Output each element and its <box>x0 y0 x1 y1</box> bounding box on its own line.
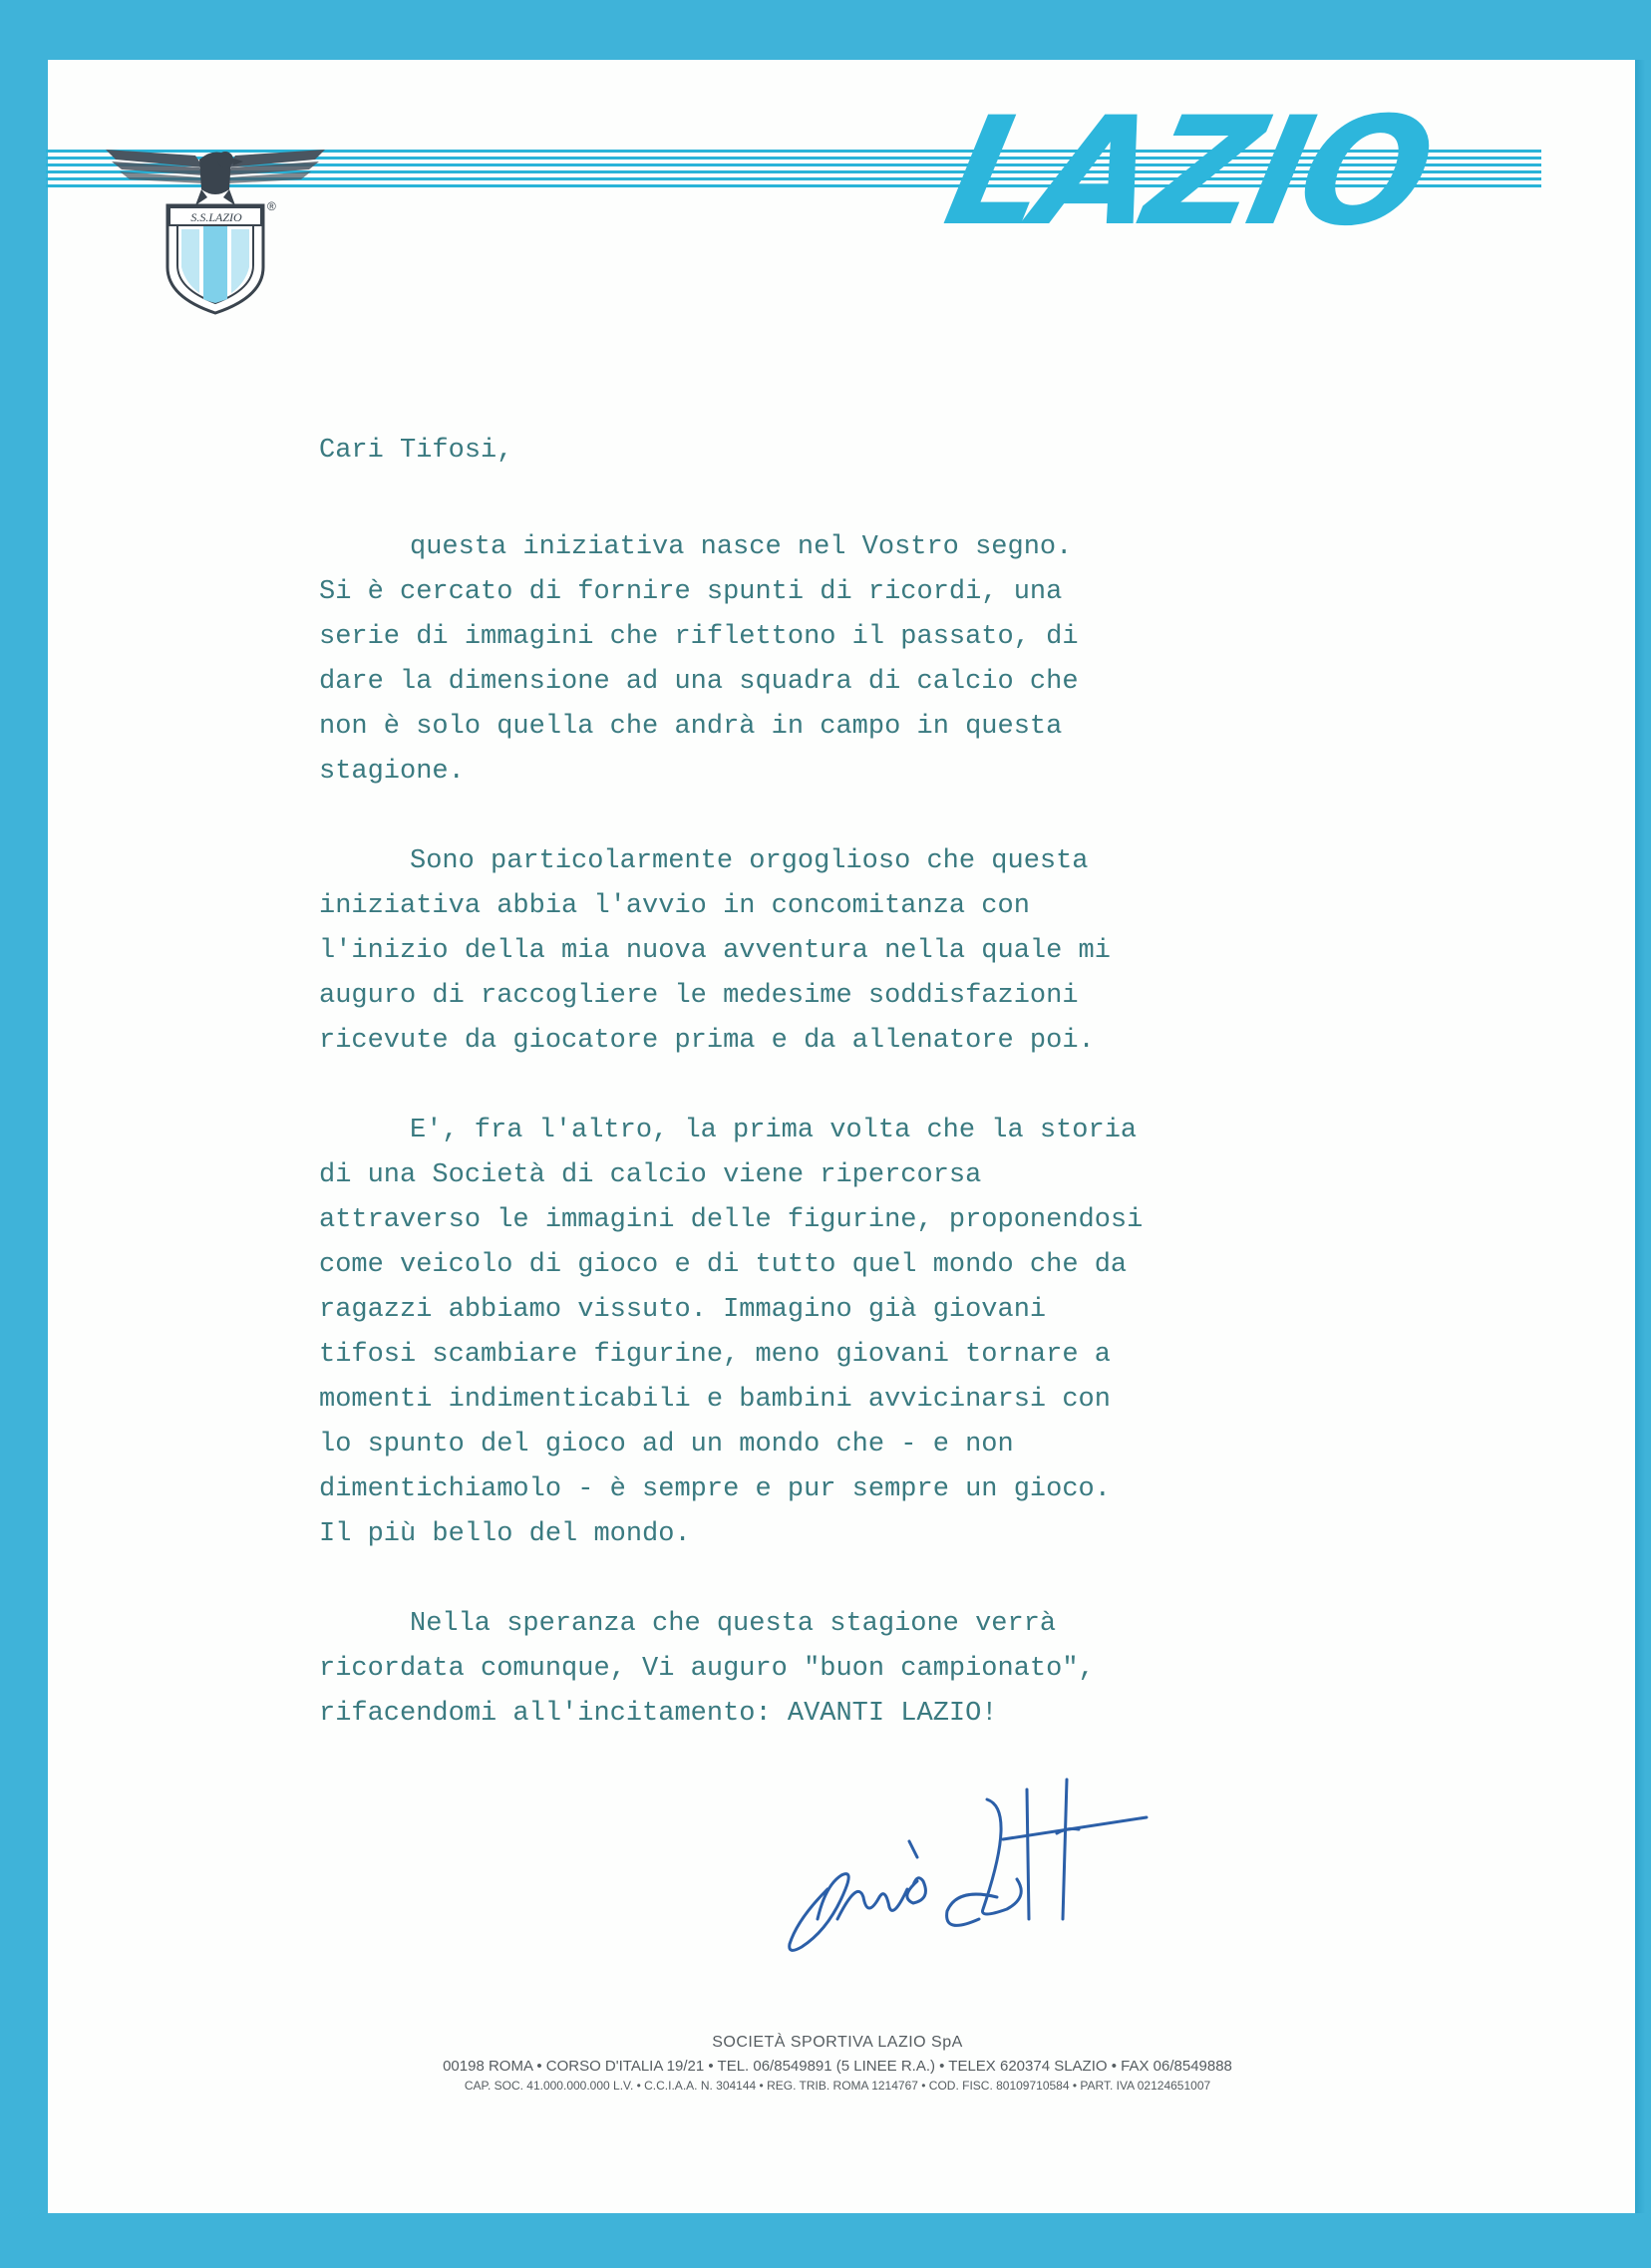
letter-line: E', fra l'altro, la prima volta che la storia <box>410 1116 1138 1145</box>
letter-line: dare la dimensione ad una squadra di calcio che <box>319 667 1079 697</box>
letter-line: lo spunto del gioco ad un mondo che - e non <box>319 1430 1014 1459</box>
letterhead-footer <box>299 2034 1376 2093</box>
letter-line: Il più bello del mondo. <box>319 1519 691 1549</box>
handwritten-signature <box>768 1770 1186 1959</box>
letter-line: tifosi scambiare figurine, meno giovani tornare a <box>319 1340 1111 1370</box>
letter-line: auguro di raccogliere le medesime soddisfazioni <box>319 981 1079 1011</box>
letter-line: attraverso le immagini delle figurine, proponendosi <box>319 1205 1144 1235</box>
letter-line: Si è cercato di fornire spunti di ricordi, una <box>319 577 1063 607</box>
letter-line: questa iniziativa nasce nel Vostro segno. <box>410 532 1073 562</box>
paragraph-2 <box>319 839 1316 1064</box>
letter-line: ragazzi abbiamo vissuto. Immagino già giovani <box>319 1295 1047 1325</box>
paragraph-4 <box>319 1602 1316 1737</box>
paragraph-3 <box>319 1109 1316 1557</box>
letter-line: non è solo quella che andrà in campo in questa <box>319 712 1063 742</box>
footer-company-name: SOCIETÀ SPORTIVA LAZIO SpA <box>712 2034 963 2051</box>
letter-line: stagione. <box>319 757 465 787</box>
footer-legal-info: CAP. SOC. 41.000.000.000 L.V. • C.C.I.A.A. N. 304144 • REG. TRIB. ROMA 1214767 • COD. FISC. 80109710584 • PART. IVA 02124651007 <box>464 2079 1211 2093</box>
letter-line: ricevute da giocatore prima e da allenatore poi. <box>319 1026 1095 1056</box>
wordmark-text: LAZIO <box>932 86 1443 259</box>
letter-line: Nella speranza che questa stagione verrà <box>410 1609 1057 1639</box>
sheet-edge-shadow <box>1635 60 1645 2213</box>
letter-line: iniziativa abbia l'avvio in concomitanza con <box>319 891 1030 921</box>
paragraph-1 <box>319 525 1316 795</box>
crest-label: S.S.LAZIO <box>190 210 242 224</box>
greeting: Cari Tifosi, <box>319 436 513 466</box>
letter-body <box>319 429 1316 1782</box>
lazio-wordmark <box>932 86 1443 259</box>
letter-line: dimentichiamolo - è sempre e pur sempre un gioco. <box>319 1474 1111 1504</box>
letter-line: l'inizio della mia nuova avventura nella quale mi <box>319 936 1111 966</box>
letter-line: come veicolo di gioco e di tutto quel mondo che da <box>319 1250 1128 1280</box>
letter-line: rifacendomi all'incitamento: AVANTI LAZIO! <box>319 1699 998 1729</box>
registered-mark: ® <box>267 199 276 213</box>
letter-line: di una Società di calcio viene ripercorsa <box>319 1160 982 1190</box>
letter-line: serie di immagini che riflettono il passato, di <box>319 622 1079 652</box>
letter-line: ricordata comunque, Vi auguro "buon campionato", <box>319 1654 1095 1684</box>
signature-icon <box>768 1770 1186 1959</box>
lazio-crest-logo <box>96 88 335 317</box>
eagle-crest-icon <box>96 88 335 317</box>
footer-address: 00198 ROMA • CORSO D'ITALIA 19/21 • TEL. 06/8549891 (5 LINEE R.A.) • TELEX 620374 SLAZIO • FAX 06/8549888 <box>443 2058 1232 2075</box>
letter-line: Sono particolarmente orgoglioso che questa <box>410 846 1089 876</box>
letter-line: momenti indimenticabili e bambini avvicinarsi con <box>319 1385 1111 1415</box>
